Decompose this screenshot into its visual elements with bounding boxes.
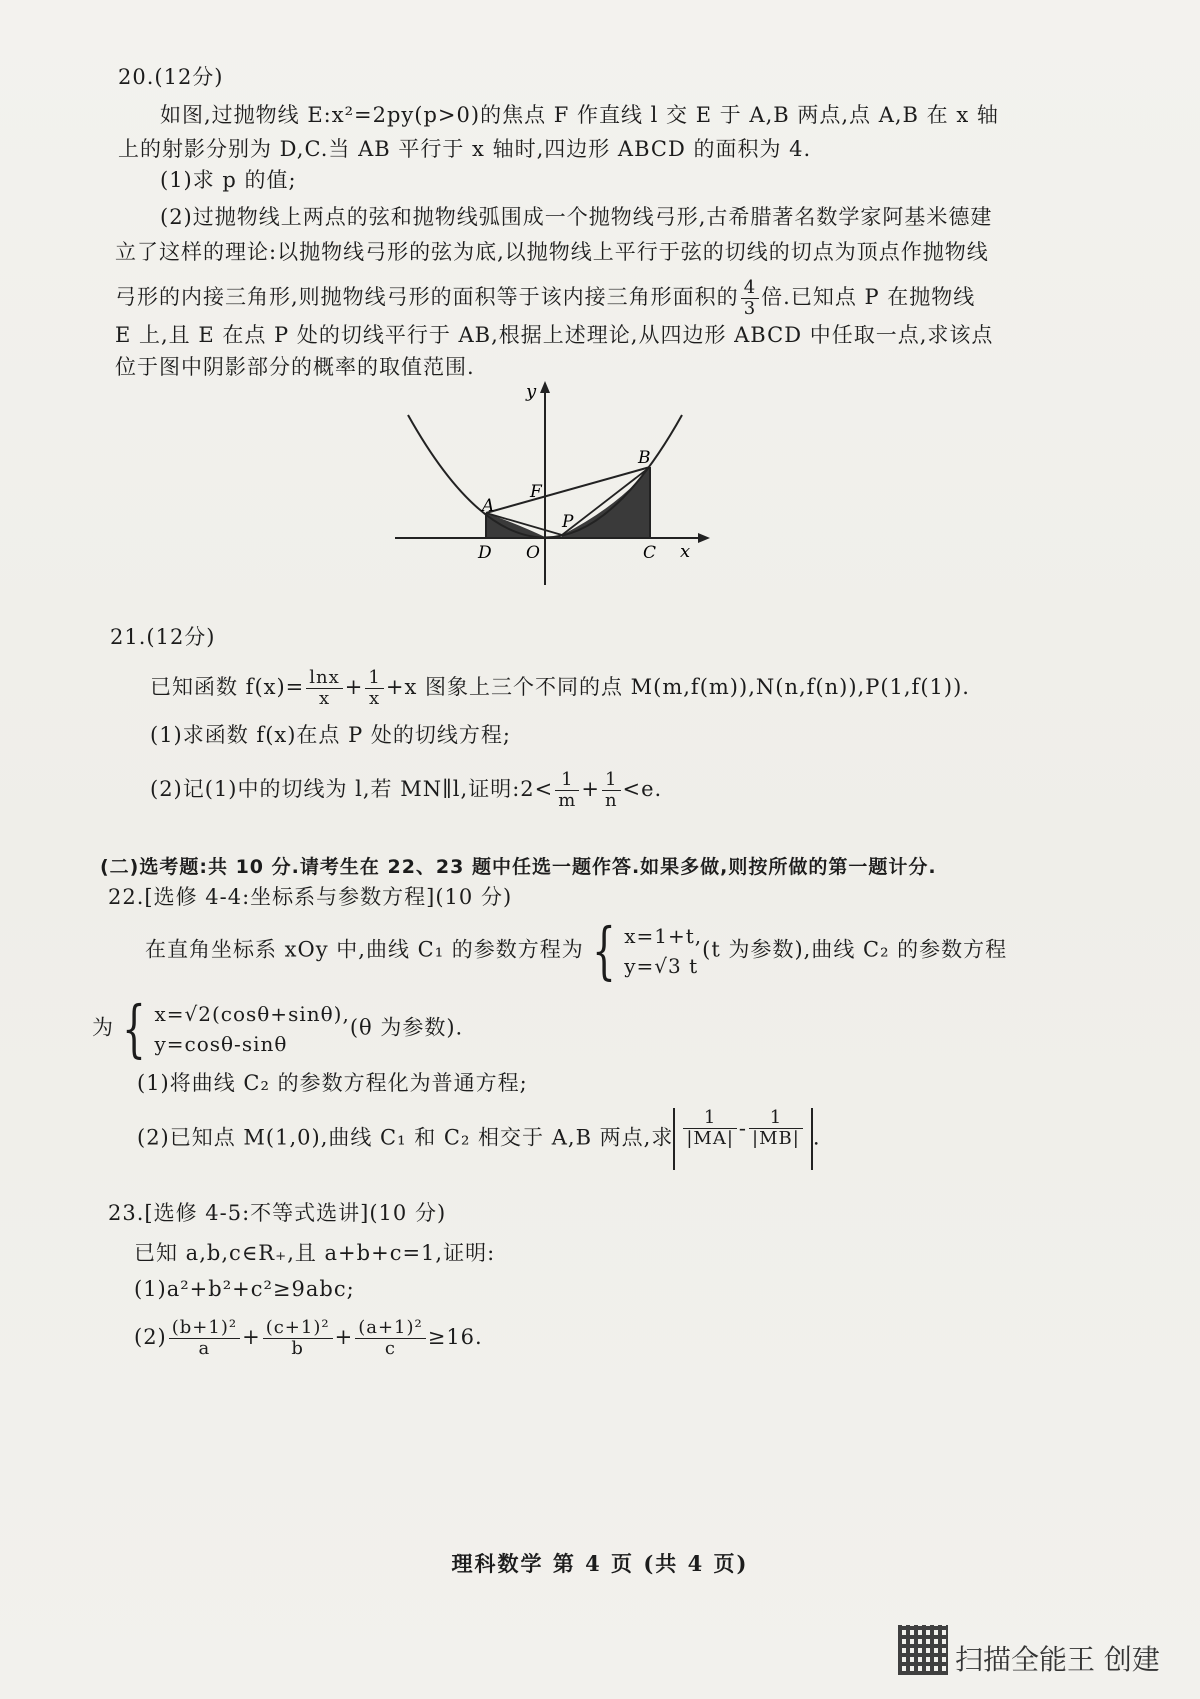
q22-part-2 [137,1108,821,1170]
fraction-numerator: (c+1)² [263,1318,333,1339]
plus-sign: + [344,675,364,699]
fraction-numerator: 1 [683,1108,737,1129]
q21-heading: 21.(12分) [110,625,216,649]
label-p: P [562,512,574,532]
q23-heading: 23.[选修 4-5:不等式选讲](10 分) [108,1201,447,1225]
q22-heading: 22.[选修 4-4:坐标系与参数方程](10 分) [108,885,513,909]
qr-code-icon [898,1625,948,1675]
b-plus-1-sq-over-a [169,1318,240,1359]
section-2-instructions: (二)选考题:共 10 分.请考生在 22、23 题中任选一题作答.如果多做,则按所做的第一题计分. [100,856,937,878]
one-over-m-fraction [555,770,579,811]
fraction-denominator: m [558,790,577,811]
plus-sign: + [581,777,600,801]
one-over-n-fraction [602,770,621,811]
fraction-numerator: 1 [365,668,383,689]
label-x: x [680,541,691,562]
q21-part-2-text-a: (2)记(1)中的切线为 l,若 MN∥l,证明:2< [150,777,554,801]
one-over-x-fraction [365,668,383,709]
c2-equation-system [154,999,349,1059]
label-d: D [478,543,492,563]
period: . [812,1125,821,1150]
q22-line-2 [92,992,464,1065]
brace-symbol: { [122,992,147,1065]
q22-part-2-text: (2)已知点 M(1,0),曲线 C₁ 和 C₂ 相交于 A,B 两点,求 [137,1125,674,1150]
one-over-ma-fraction [683,1108,737,1149]
q22-text-c: 为 [92,1015,114,1040]
q20-line-1: 如图,过抛物线 E:x²=2py(p>0)的焦点 F 作直线 l 交 E 于 A,B 两点,点 A,B 在 x 轴 [160,103,999,127]
four-thirds-fraction [741,278,759,319]
q20-heading: 20.(12分) [118,65,224,89]
one-over-mb-fraction [749,1108,803,1149]
fraction-numerator: 1 [602,770,621,791]
shaded-region-left [486,513,547,538]
q20-part-2-line-4: E 上,且 E 在点 P 处的切线平行于 AB,根据上述理论,从四边形 ABCD 中任取一点,求该点 [115,323,994,347]
fraction-denominator: |MA| [686,1128,734,1149]
q20-line-3b: 倍.已知点 P 在抛物线 [761,285,976,309]
minus-sign: - [738,1116,748,1141]
c-plus-1-sq-over-b [263,1318,333,1359]
x-axis-arrow [698,533,710,543]
q23-part-2-label: (2) [134,1325,167,1349]
brace-symbol: { [591,914,617,987]
parabola-figure [380,375,740,600]
c1-x-equation: x=1+t, [624,924,703,948]
q22-text-d: (θ 为参数). [349,1015,464,1040]
fraction-numerator: lnx [306,668,343,689]
q22-part-1: (1)将曲线 C₂ 的参数方程化为普通方程; [137,1071,528,1095]
fraction-denominator: 3 [743,298,757,319]
q21-part-1: (1)求函数 f(x)在点 P 处的切线方程; [150,723,511,747]
q23-part-2-text: ≥16. [427,1325,483,1349]
fraction-numerator: (a+1)² [355,1318,426,1339]
label-y: y [526,381,537,402]
q22-text-b: (t 为参数),曲线 C₂ 的参数方程 [702,937,1008,962]
fraction-numerator: 1 [555,770,579,791]
fraction-denominator: b [291,1338,304,1359]
q20-part-1: (1)求 p 的值; [160,168,297,192]
label-f: F [530,482,542,502]
q22-line-1 [145,914,1008,987]
y-axis-arrow [540,381,550,393]
fraction-numerator: 4 [741,278,759,299]
q21-text-a: 已知函数 f(x)= [150,675,305,699]
q20-line-3a: 弓形的内接三角形,则抛物线弓形的面积等于该内接三角形面积的 [115,285,739,309]
c1-equation-system [624,921,702,981]
label-c: C [643,543,657,563]
q23-part-2 [134,1318,483,1359]
q23-part-1: (1)a²+b²+c²≥9abc; [134,1277,355,1301]
q20-part-2-line-5: 位于图中阴影部分的概率的取值范围. [115,355,475,379]
c2-x-equation: x=√2(cosθ+sinθ), [154,1002,350,1026]
plus-sign: + [334,1325,354,1349]
fraction-denominator: x [318,688,331,709]
fraction-denominator: c [384,1338,396,1359]
q23-line-1: 已知 a,b,c∈R₊,且 a+b+c=1,证明: [134,1241,496,1265]
lnx-over-x-fraction [306,668,343,709]
fraction-numerator: 1 [749,1108,803,1129]
q22-text-a: 在直角坐标系 xOy 中,曲线 C₁ 的参数方程为 [145,937,584,962]
q21-text-b: +x 图象上三个不同的点 M(m,f(m)),N(n,f(n)),P(1,f(1)). [385,675,970,699]
scanner-watermark: 扫描全能王 创建 [955,1643,1160,1676]
fraction-denominator: x [369,688,381,709]
q20-part-2-line-3 [115,278,975,319]
absolute-value-expression [673,1108,812,1170]
fraction-numerator: (b+1)² [169,1318,240,1339]
plus-sign: + [242,1325,261,1349]
c2-y-equation: y=cosθ-sinθ [154,1032,288,1056]
q21-part-2 [150,770,662,811]
label-o: O [526,543,540,563]
q20-part-2-line-1: (2)过抛物线上两点的弦和抛物线弧围成一个抛物线弓形,古希腊著名数学家阿基米德建 [160,205,993,229]
q21-part-2-text-b: <e. [622,777,663,801]
label-b: B [638,448,651,468]
q20-line-2: 上的射影分别为 D,C.当 AB 平行于 x 轴时,四边形 ABCD 的面积为 4. [118,137,812,161]
fraction-denominator: n [604,790,618,811]
a-plus-1-sq-over-c [355,1318,426,1359]
q21-line-1 [150,668,970,709]
q20-part-2-line-2: 立了这样的理论:以抛物线弓形的弦为底,以抛物线上平行于弦的切线的切点为顶点作抛物线 [115,240,989,264]
label-a: A [482,496,495,516]
fraction-denominator: |MB| [752,1128,800,1149]
fraction-denominator: a [198,1338,211,1359]
page-footer: 理科数学 第 4 页 (共 4 页) [451,1551,749,1576]
c1-y-equation: y=√3 t [624,954,699,978]
